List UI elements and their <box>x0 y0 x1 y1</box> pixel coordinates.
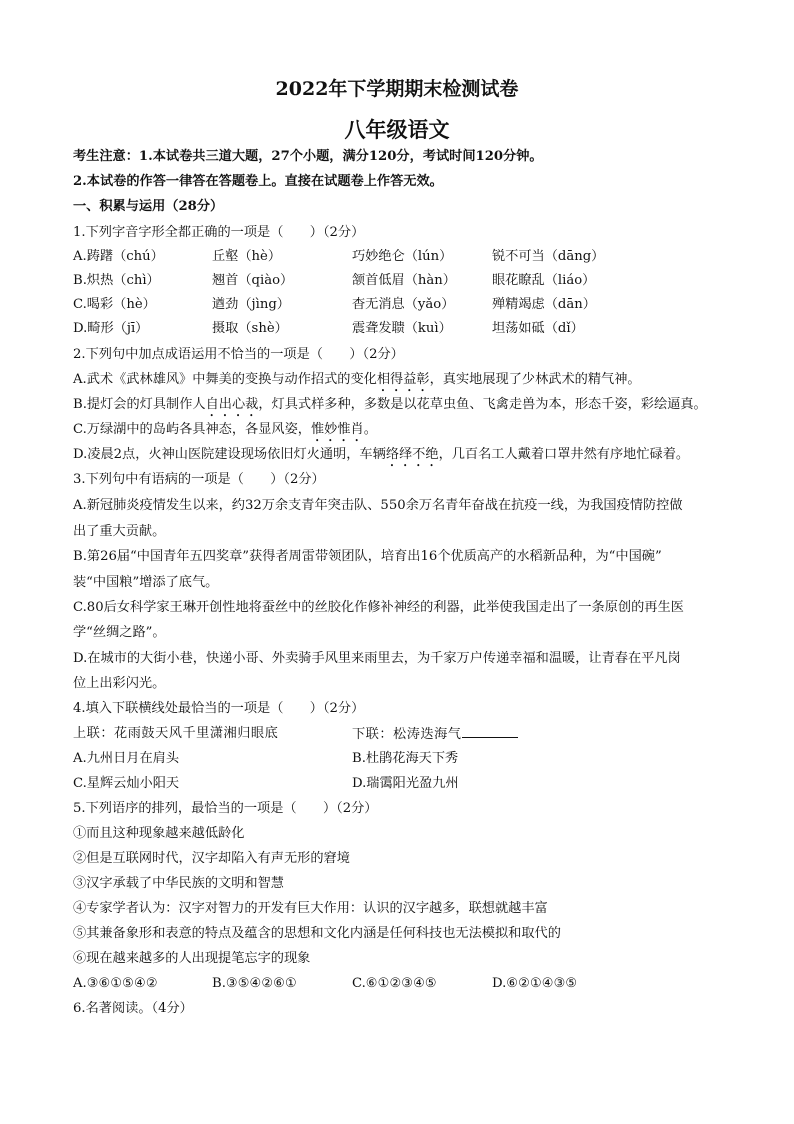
q5-option-d: D.⑥②①④③⑤ <box>492 976 578 991</box>
q4-lower-couplet <box>352 725 518 744</box>
q1-option-a-4: 锐不可当（dāng） <box>492 249 605 264</box>
q2-c-idiom: 惟妙惟肖 <box>311 422 364 437</box>
q5-item-1: ①而且这种现象越来越低龄化 <box>73 826 245 841</box>
q5-item-2: ②但是互联网时代，汉字却陷入有声无形的窘境 <box>73 851 350 866</box>
q3-option-b-line-1: B.第26届“中国青年五四奖章”获得者周雷带领团队，培育出16个优质高产的水稻新品种，为“中国碗” <box>73 549 662 564</box>
notice-line-1: 考生注意：1.本试卷共三道大题，27个小题，满分120分，考试时间120分钟。 <box>73 149 543 164</box>
q5-option-b: B.③⑤④②⑥① <box>212 976 297 991</box>
section-1-heading: 一、积累与运用（28分） <box>73 199 224 214</box>
exam-subject: 八年级语文 <box>344 117 450 142</box>
q2-stem: 2.下列句中加点成语运用不恰当的一项是（ ）（2分） <box>73 347 404 362</box>
q3-stem: 3.下列句中有语病的一项是（ ）（2分） <box>73 472 325 487</box>
q1-option-c-3: 杳无消息（yǎo） <box>352 297 455 312</box>
q2-a-pre: A.武术《武林雄风》中舞美的变换与动作招式的变化 <box>73 372 377 387</box>
q4-stem: 4.填入下联横线处最恰当的一项是（ ）（2分） <box>73 701 365 716</box>
q3-option-d-line-2: 位上出彩闪光。 <box>73 676 166 691</box>
q2-option-b <box>73 396 754 420</box>
q2-a-idiom: 相得益彰 <box>376 372 430 387</box>
q2-a-post: ，真实地展现了少林武术的精气神。 <box>429 372 641 387</box>
q3-option-a-line-2: 出了重大贡献。 <box>73 524 166 539</box>
q4-option-a: A.九州日月在肩头 <box>73 751 180 766</box>
q2-c-pre: C.万绿湖中的岛屿各具神态，各显风姿， <box>73 422 311 437</box>
q2-b-post: ，灯具式样多种，多数是以花草虫鱼、飞禽走兽为本，形态千姿，彩绘逼真。 <box>258 397 707 412</box>
q1-option-c-4: 殚精竭虑（dān） <box>492 297 596 312</box>
q2-c-post: 。 <box>363 422 377 437</box>
q5-option-a: A.③⑥①⑤④② <box>73 976 158 991</box>
q2-option-d <box>73 446 754 470</box>
q1-option-a-2: 丘壑（hè） <box>212 249 282 264</box>
q1-option-d-1: D.畸形（jī） <box>73 321 149 336</box>
q4-option-d: D.瑞霭阳光盈九州 <box>352 776 459 791</box>
q4-lower-text: 下联：松涛迭海气 <box>352 727 462 742</box>
q2-option-a <box>73 371 754 395</box>
q2-d-idiom: 络绎不绝 <box>385 447 439 462</box>
q1-stem: 1.下列字音字形全都正确的一项是（ ）（2分） <box>73 225 365 240</box>
q4-option-b: B.杜鹃花海天下秀 <box>352 751 459 766</box>
q1-option-c-1: C.喝彩（hè） <box>73 297 156 312</box>
q3-option-b-line-2: 装“中国粮”增添了底气。 <box>73 575 219 590</box>
q1-option-b-3: 颔首低眉（hàn） <box>352 273 456 288</box>
q1-option-d-4: 坦荡如砥（dǐ） <box>492 321 584 336</box>
q3-option-a-line-1: A.新冠肺炎疫情发生以来，约32万余支青年突击队、550余万名青年奋战在抗疫一线，为我国疫情防控做 <box>73 498 683 513</box>
q1-option-a-1: A.踌躇（chú） <box>73 249 164 264</box>
exam-title: 2022年下学期期末检测试卷 <box>275 78 519 100</box>
q2-b-idiom: 自出心裁 <box>205 397 259 412</box>
q2-option-c <box>73 421 754 445</box>
q5-item-4: ④专家学者认为：汉字对智力的开发有巨大作用：认识的汉字越多，联想就越丰富 <box>73 901 548 916</box>
q5-item-3: ③汉字承载了中华民族的文明和智慧 <box>73 876 284 891</box>
q1-option-d-2: 摄取（shè） <box>212 321 288 336</box>
q4-upper-couplet: 上联：花雨鼓天风千里潇湘归眼底 <box>73 726 279 741</box>
q4-option-c: C.星辉云灿小阳天 <box>73 776 180 791</box>
notice-line-2: 2.本试卷的作答一律答在答题卷上。直接在试题卷上作答无效。 <box>73 174 443 189</box>
q6-stem: 6.名著阅读。（4分） <box>73 1001 193 1016</box>
q1-option-b-1: B.炽热（chì） <box>73 273 160 288</box>
q1-option-d-3: 震聋发聩（kuì） <box>352 321 452 336</box>
q1-option-b-4: 眼花瞭乱（liáo） <box>492 273 596 288</box>
q5-item-6: ⑥现在越来越多的人出现提笔忘字的现象 <box>73 951 311 966</box>
q1-option-b-2: 翘首（qiào） <box>212 273 294 288</box>
q2-b-pre: B.提灯会的灯具制作人 <box>73 397 206 412</box>
q1-option-c-2: 遒劲（jìng） <box>212 297 290 312</box>
q2-d-post: ，几百名工人戴着口罩井然有序地忙碌着。 <box>438 447 690 462</box>
q5-item-5: ⑤其兼备象形和表意的特点及蕴含的思想和文化内涵是任何科技也无法模拟和取代的 <box>73 926 561 941</box>
q4-answer-blank <box>462 725 518 738</box>
q5-option-c: C.⑥①②③④⑤ <box>352 976 437 991</box>
q1-option-a-3: 巧妙绝仑（lún） <box>352 249 453 264</box>
q2-d-pre: D.凌晨2点，火神山医院建设现场依旧灯火通明，车辆 <box>73 447 386 462</box>
q3-option-d-line-1: D.在城市的大街小巷，快递小哥、外卖骑手风里来雨里去，为千家万户传递幸福和温暖，让青春在平凡岗 <box>73 651 681 666</box>
q3-option-c-line-2: 学“丝绸之路”。 <box>73 625 166 640</box>
q5-stem: 5.下列语序的排列，最恰当的一项是（ ）（2分） <box>73 801 378 816</box>
q3-option-c-line-1: C.80后女科学家王琳开创性地将蚕丝中的丝胶化作修补神经的利器，此举使我国走出了一条原创的再生医 <box>73 600 684 615</box>
